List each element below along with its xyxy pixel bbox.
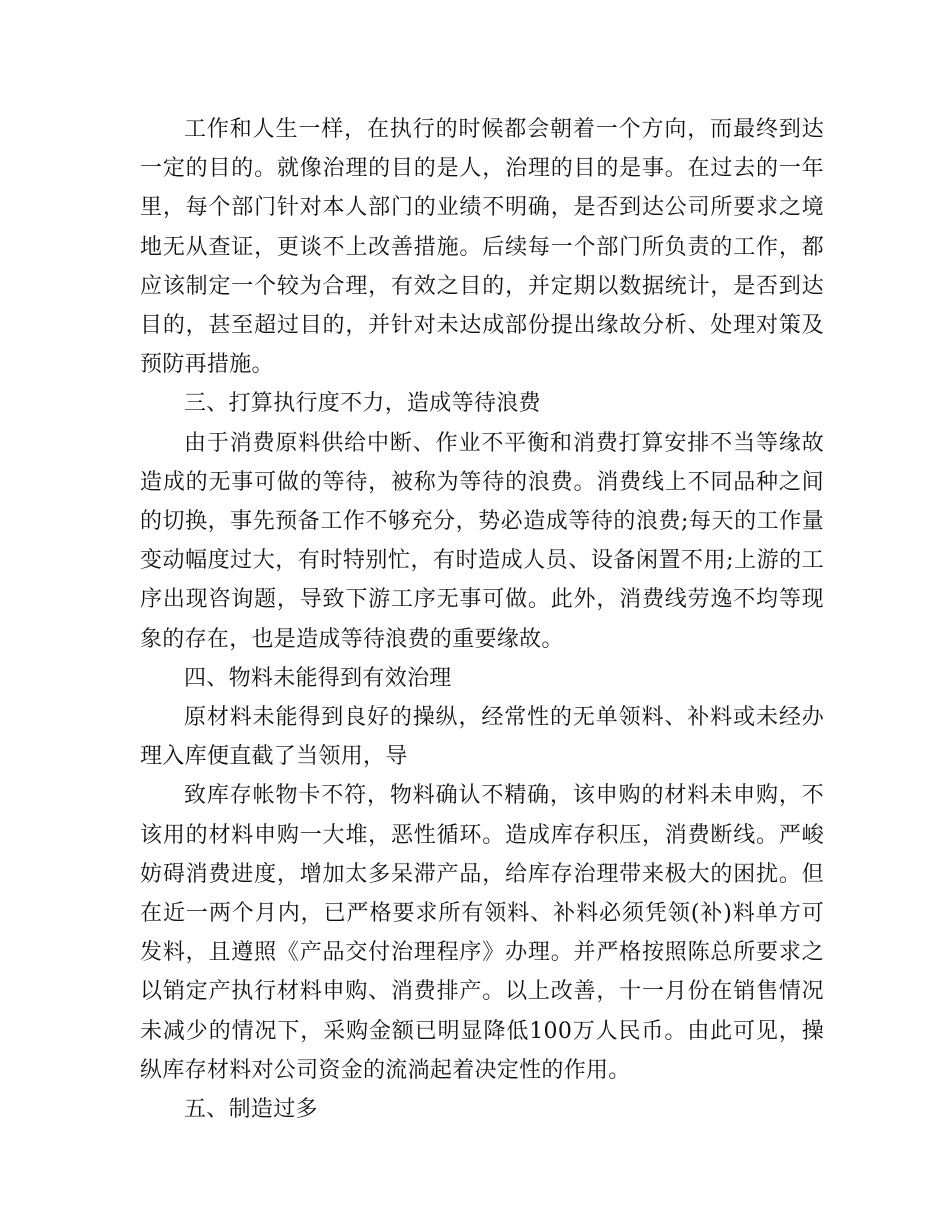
section-heading: 四、物料未能得到有效治理	[184, 665, 452, 691]
body-paragraph: 原材料未能得到良好的操纵，经常性的无单领料、补料或未经办理入库便直截了当领用，导	[140, 705, 824, 770]
body-paragraph: 致库存帐物卡不符，物料确认不精确，该申购的材料未申购，不该用的材料申购一大堆，恶性循环。造成库存积压，消费断线。严峻妨碍消费进度，增加太多呆滞产品，给库存治理带来极大的困扰。但在近一两个月内，已严格要求所有领料、补料必须凭领(补)料单方可发料，且遵照《产品交付治理程序》办理。并严格按照陈总所要求之以销定产执行材料申购、消费排产。以上改善，十一月份在销售情况未减少的情况下，采购金额已明显降低100万人民币。由此可见，操纵库存材料对公司资金的流淌起着决定性的作用。	[140, 783, 824, 1083]
section-heading: 三、打算执行度不力，造成等待浪费	[184, 391, 541, 417]
body-paragraph: 由于消费原料供给中断、作业不平衡和消费打算安排不当等缘故造成的无事可做的等待，被称为等待的浪费。消费线上不同品种之间的切换，事先预备工作不够充分，势必造成等待的浪费;每天的工作量变动幅度过大，有时特别忙，有时造成人员、设备闲置不用;上游的工序出现咨询题，导致下游工序无事可做。此外，消费线劳逸不均等现象的存在，也是造成等待浪费的重要缘故。	[140, 430, 824, 652]
section-heading: 五、制造过多	[184, 1097, 318, 1123]
body-paragraph: 工作和人生一样，在执行的时候都会朝着一个方向，而最终到达一定的目的。就像治理的目的是人，治理的目的是事。在过去的一年里，每个部门针对本人部门的业绩不明确，是否到达公司所要求之境地无从查证，更谈不上改善措施。后续每一个部门所负责的工作，都应该制定一个较为合理，有效之目的，并定期以数据统计，是否到达目的，甚至超过目的，并针对未达成部份提出缘故分析、处理对策及预防再措施。	[140, 117, 824, 378]
